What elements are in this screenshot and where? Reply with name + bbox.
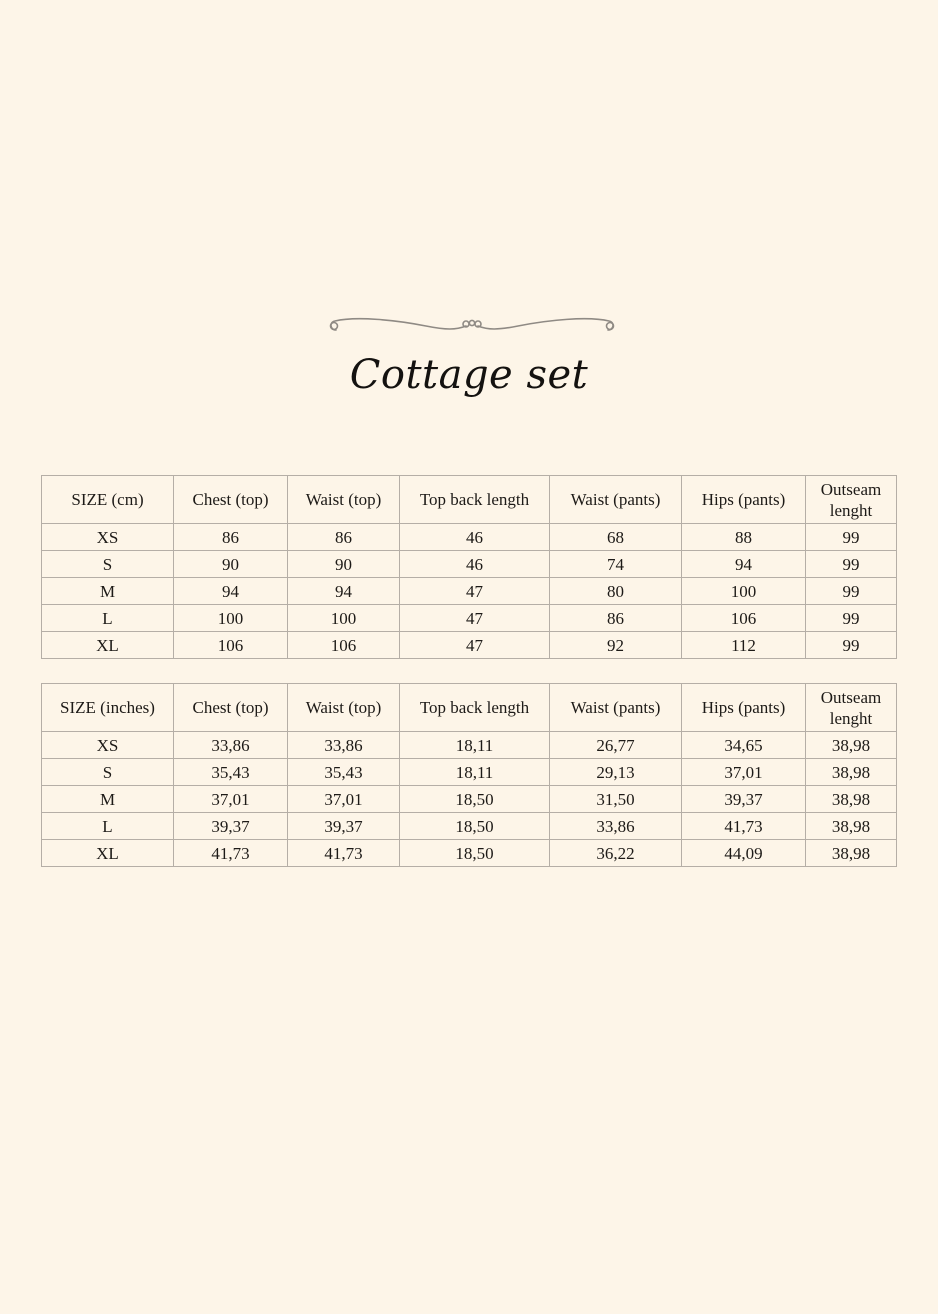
header-top-back-length: Top back length <box>400 476 550 524</box>
cell: 106 <box>288 632 400 659</box>
cell: 41,73 <box>288 840 400 867</box>
cell: 94 <box>682 551 806 578</box>
header-hips-pants: Hips (pants) <box>682 684 806 732</box>
cell: 38,98 <box>806 732 897 759</box>
cell: 18,50 <box>400 840 550 867</box>
table-row <box>42 578 897 605</box>
cell: M <box>42 786 174 813</box>
cell: 99 <box>806 632 897 659</box>
cell: 46 <box>400 524 550 551</box>
cell: 44,09 <box>682 840 806 867</box>
table-row <box>42 759 897 786</box>
cell: 38,98 <box>806 786 897 813</box>
cell: 46 <box>400 551 550 578</box>
cell: 34,65 <box>682 732 806 759</box>
cell: 41,73 <box>682 813 806 840</box>
cell: 39,37 <box>288 813 400 840</box>
cell: S <box>42 759 174 786</box>
cell: 99 <box>806 578 897 605</box>
cell: 18,11 <box>400 759 550 786</box>
header-size: SIZE (inches) <box>42 684 174 732</box>
cell: 37,01 <box>288 786 400 813</box>
table-row <box>42 840 897 867</box>
header-waist-pants: Waist (pants) <box>550 476 682 524</box>
cell: 33,86 <box>288 732 400 759</box>
header-hips-pants: Hips (pants) <box>682 476 806 524</box>
cell: 47 <box>400 632 550 659</box>
cell: 18,11 <box>400 732 550 759</box>
table-row <box>42 786 897 813</box>
cell: 88 <box>682 524 806 551</box>
cell: 38,98 <box>806 840 897 867</box>
header-chest-top: Chest (top) <box>174 684 288 732</box>
cell: 29,13 <box>550 759 682 786</box>
cell: 41,73 <box>174 840 288 867</box>
cell: L <box>42 813 174 840</box>
header-outseam-length: Outseam lenght <box>806 476 897 524</box>
cell: 99 <box>806 605 897 632</box>
cell: 31,50 <box>550 786 682 813</box>
cell: 86 <box>550 605 682 632</box>
table-header-row <box>42 684 897 732</box>
cell: 90 <box>288 551 400 578</box>
cell: 86 <box>174 524 288 551</box>
cell: 90 <box>174 551 288 578</box>
cell: 106 <box>174 632 288 659</box>
cell: 47 <box>400 605 550 632</box>
header-waist-pants: Waist (pants) <box>550 684 682 732</box>
cell: 18,50 <box>400 786 550 813</box>
table-header-row <box>42 476 897 524</box>
cell: 35,43 <box>288 759 400 786</box>
cell: 33,86 <box>174 732 288 759</box>
flourish-ornament-icon <box>326 312 618 340</box>
cell: 47 <box>400 578 550 605</box>
header-waist-top: Waist (top) <box>288 476 400 524</box>
table-row <box>42 813 897 840</box>
cell: 37,01 <box>682 759 806 786</box>
cell: 100 <box>682 578 806 605</box>
cell: 39,37 <box>174 813 288 840</box>
cell: M <box>42 578 174 605</box>
cell: 38,98 <box>806 759 897 786</box>
cell: 106 <box>682 605 806 632</box>
cell: 94 <box>174 578 288 605</box>
cell: XL <box>42 840 174 867</box>
cell: 100 <box>288 605 400 632</box>
cell: 112 <box>682 632 806 659</box>
cell: L <box>42 605 174 632</box>
cell: 74 <box>550 551 682 578</box>
cell: 68 <box>550 524 682 551</box>
header-chest-top: Chest (top) <box>174 476 288 524</box>
cell: 99 <box>806 524 897 551</box>
cell: S <box>42 551 174 578</box>
table-row <box>42 632 897 659</box>
cell: XL <box>42 632 174 659</box>
size-table-inches <box>41 683 897 867</box>
cell: 92 <box>550 632 682 659</box>
page-title: Cottage set <box>349 352 589 398</box>
header-outseam-length: Outseam lenght <box>806 684 897 732</box>
cell: XS <box>42 524 174 551</box>
cell: 39,37 <box>682 786 806 813</box>
cell: 100 <box>174 605 288 632</box>
table-row <box>42 732 897 759</box>
table-row <box>42 551 897 578</box>
cell: 37,01 <box>174 786 288 813</box>
cell: 38,98 <box>806 813 897 840</box>
cell: 35,43 <box>174 759 288 786</box>
cell: 36,22 <box>550 840 682 867</box>
cell: 18,50 <box>400 813 550 840</box>
cell: 80 <box>550 578 682 605</box>
table-row <box>42 524 897 551</box>
cell: 33,86 <box>550 813 682 840</box>
table-row <box>42 605 897 632</box>
cell: 86 <box>288 524 400 551</box>
cell: XS <box>42 732 174 759</box>
size-table-cm <box>41 475 897 659</box>
header-waist-top: Waist (top) <box>288 684 400 732</box>
cell: 99 <box>806 551 897 578</box>
header-size: SIZE (cm) <box>42 476 174 524</box>
cell: 26,77 <box>550 732 682 759</box>
cell: 94 <box>288 578 400 605</box>
header-top-back-length: Top back length <box>400 684 550 732</box>
